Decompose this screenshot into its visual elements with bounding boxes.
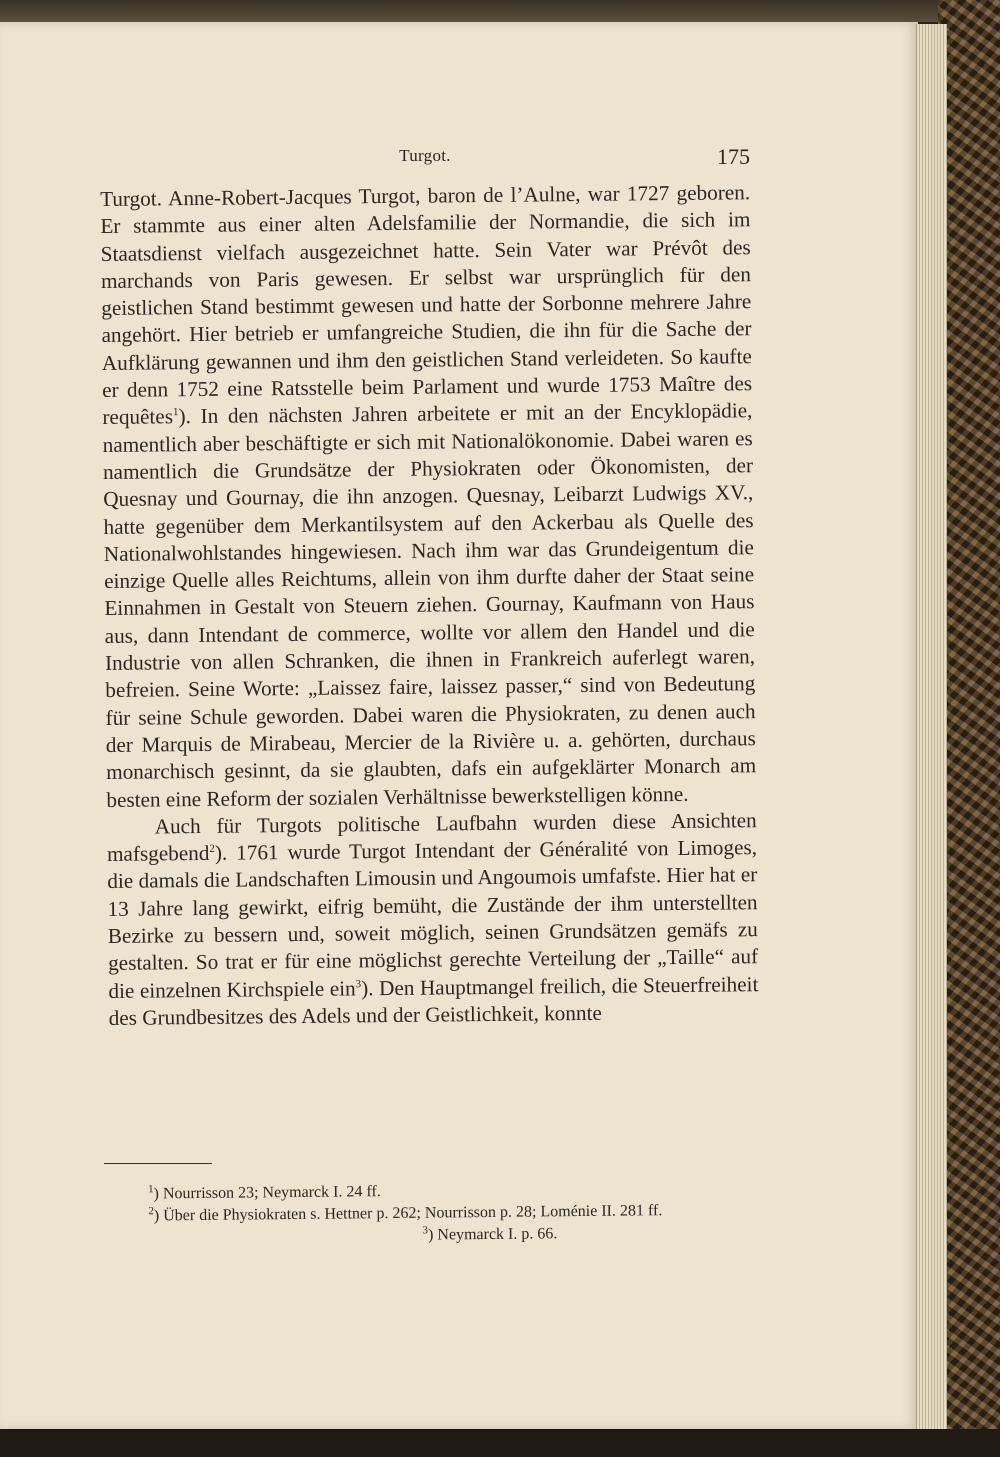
book-top-edge bbox=[0, 0, 1000, 22]
paragraph-2 bbox=[107, 807, 759, 1032]
footnote-divider bbox=[104, 1163, 212, 1164]
footnotes bbox=[104, 1177, 752, 1244]
page-number: 175 bbox=[717, 144, 750, 169]
marbled-cover bbox=[938, 0, 1000, 1457]
footnote-1-text: ) Nourrisson 23; Neymarck I. 24 ff. bbox=[153, 1183, 381, 1203]
footnote-1-marker: 1 bbox=[147, 1183, 154, 1196]
footnote-3 bbox=[422, 1223, 557, 1246]
book-bottom-edge bbox=[0, 1429, 1000, 1457]
footnote-3-text: ) Neymarck I. p. 66. bbox=[427, 1225, 558, 1244]
paragraph-1-text: Turgot. Anne-Robert-Jacques Turgot, baron de l’Aulne, war 1727 geboren. Er stammte aus einer alten Adelsfamilie der Normandie, die sich im Staatsdienst vielfach ausgezeichnet hatte. Sein Vater war Prévôt des marchands von Paris gewesen. Er selbst war ursprünglich für den geistlichen Stand bestimmt gewesen und hatte der Sorbonne mehrere Jahre angehört. Hier betrieb er umfangreiche Studien, die ihn für die Sache der Aufklärung gewannen und ihm den geistlichen Stand verleideten. So kaufte er denn 1752 eine Ratsstelle beim Parlament und wurde 1753 Maître des requêtes bbox=[100, 180, 753, 430]
paragraph-2-head: Auch für Turgots politische Laufbahn wurden diese Ansichten mafsgebend bbox=[106, 807, 757, 867]
paragraph-2-mid: ). 1761 wurde Turgot Intendant der Généralité von Limoges, die damals die Landschaften Limousin und Angoumois umfafste. Hier hat er 13 Jahre lang gewirkt, eifrig bemüht, die Zustände der ihm unterstellten Bezirke zu bessern und, soweit möglich, seinen Grundsätzen gemäfs zu gestalten. So trat er für eine möglichst gerechte Verteilung der „Taille“ auf die einzelnen Kirchspiele ein bbox=[107, 835, 759, 1003]
footnote-ref-2: 2 bbox=[209, 842, 215, 855]
footnote-3-marker: 3 bbox=[422, 1224, 429, 1237]
footnote-2-marker: 2 bbox=[148, 1205, 154, 1218]
body-text bbox=[100, 179, 759, 1032]
running-head: Turgot. bbox=[399, 146, 451, 165]
footnote-ref-3: 3 bbox=[355, 977, 362, 990]
footnote-2-text: ) Über die Physiokraten s. Hettner p. 262; Nourrisson p. 28; Loménie II. 281 ff. bbox=[153, 1202, 663, 1225]
paragraph-2-tail: ). Den Hauptmangel freilich, die Steuerfreiheit des Grundbesitzes des Adels und der Geistlichkeit, konnte bbox=[108, 971, 759, 1030]
paragraph-1 bbox=[100, 179, 757, 814]
paragraph-1-tail: ). In den nächsten Jahren arbeitete er mit an der Encyklopädie, namentlich aber beschäftigte er sich mit Nationalökonomie. Dabei waren es namentlich die Grundsätze der Physiokraten oder Ökonomisten, der Quesnay und Gournay, die ihn anzogen. Quesnay, Leibarzt Ludwigs XV., hatte gegenüber dem Merkantilsystem auf den Ackerbau als Quelle des Nationalwohlstandes hingewiesen. Nach ihm war das Grundeigentum die einzige Quelle alles Reichtums, allein von ihm durfte daher der Staat seine Einnahmen in Gestalt von Steuern ziehen. Gournay, Kaufmann von Haus aus, dann Intendant de commerce, wollte vor allem den Handel und die Industrie von allen Schranken, die ihnen in Frankreich auferlegt waren, befreien. Seine Worte: „Laissez faire, laissez passer,“ sind von Bedeutung für seine Schule geworden. Dabei waren die Physiokraten, zu denen auch der Marquis de Mirabeau, Mercier de la Rivière u. a. gehörten, durchaus monarchisch gesinnt, da sie glaubten, dafs ein aufgeklärter Monarch am besten eine Reform der sozialen Verhältnisse bewerkstelligen könne. bbox=[102, 398, 757, 812]
page-edges bbox=[916, 24, 947, 1429]
footnote-ref-1: 1 bbox=[172, 406, 179, 419]
page-header bbox=[100, 122, 750, 169]
